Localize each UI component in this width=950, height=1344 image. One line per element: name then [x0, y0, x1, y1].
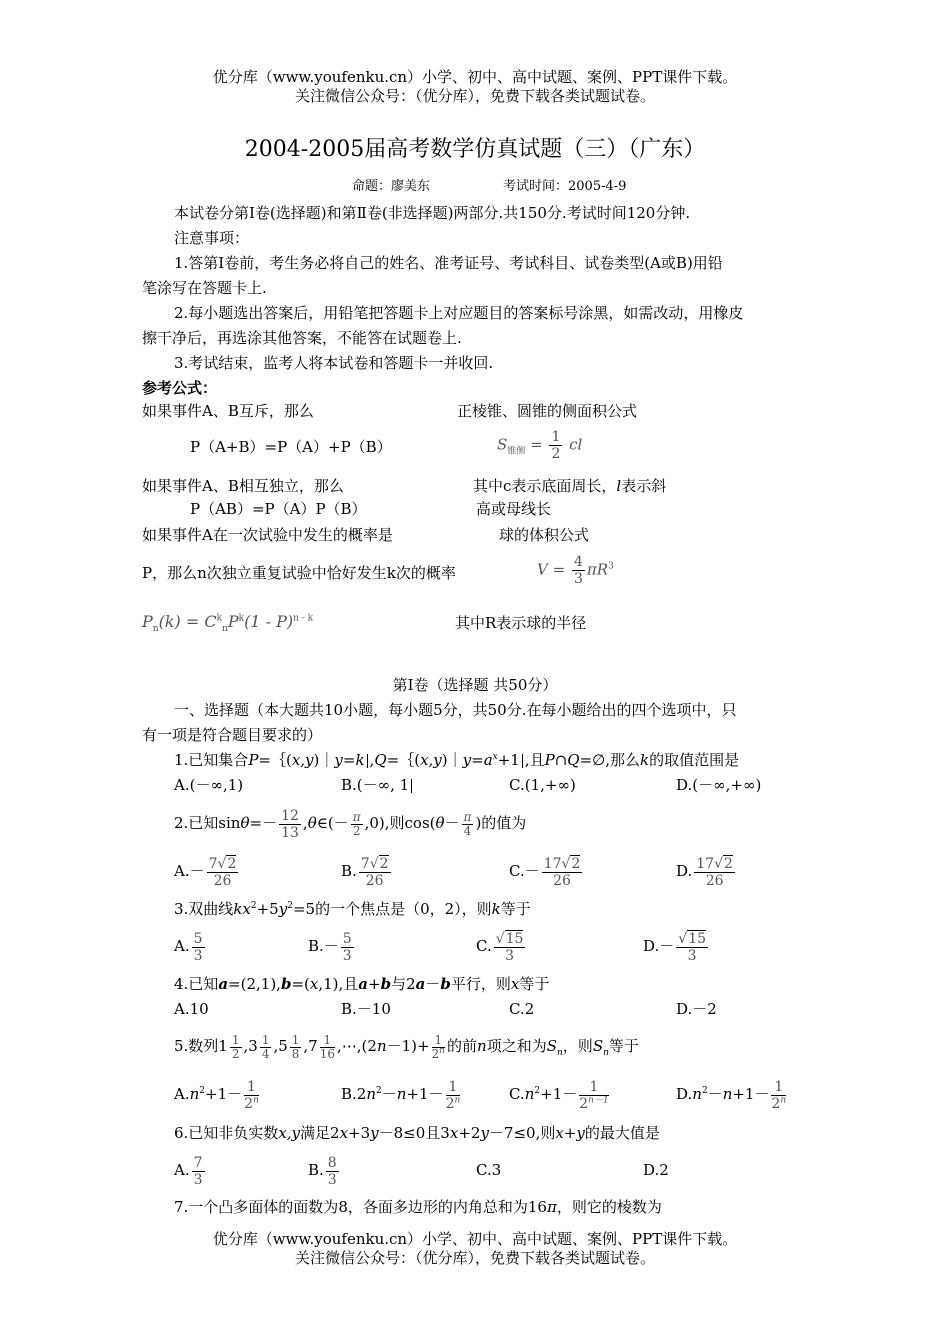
footer-line-2: 关注微信公众号：（优分库），免费下载各类试题试卷。: [294, 1249, 655, 1267]
t: B.－: [308, 937, 339, 955]
t: ∩: [554, 751, 568, 769]
t: 1: [579, 1079, 608, 1096]
formula-right-4: 高或母线长: [476, 500, 552, 518]
t: θ: [240, 814, 250, 832]
t: 7.一个凸多面体的面数为8，各面多边形的内角总和为16: [174, 1198, 547, 1216]
formula-eq: =: [530, 435, 543, 454]
t: 3.双曲线: [174, 900, 234, 918]
formula-cl: cl: [569, 435, 583, 454]
frac-den: 26: [553, 872, 571, 889]
q4-option-a: A.10: [174, 1000, 209, 1018]
t: 2: [701, 1086, 708, 1096]
formula-sphere-volume: [537, 554, 614, 587]
formula-left-3: 如果事件A、B相互独立，那么: [142, 477, 344, 495]
t: n: [692, 1085, 702, 1103]
t: 5.数列1: [174, 1037, 228, 1055]
t: －: [707, 1085, 723, 1103]
t: 1: [244, 1079, 259, 1096]
exam-time: 考试时间：2005-4-9: [503, 179, 627, 194]
q1-option-b: [341, 776, 414, 794]
t: =: [471, 751, 484, 769]
frac-num: 4: [573, 554, 583, 570]
formula-right-3-text: 其中c表示底面周长，: [473, 477, 617, 495]
q5-option-b: [341, 1076, 462, 1112]
frac-den: 2: [551, 446, 561, 462]
formula-right-3-l: l: [616, 477, 622, 495]
t: 15: [688, 930, 707, 947]
t: +3: [348, 1124, 371, 1142]
t: 2: [199, 1086, 206, 1096]
t: 满足2: [300, 1124, 340, 1142]
binomial-c-sub: n: [222, 624, 228, 635]
formula-s-sub: 锥侧: [507, 446, 526, 457]
frac-den: 3: [193, 947, 203, 964]
frac-den: 26: [213, 872, 232, 889]
t: A.: [174, 1161, 190, 1179]
q2-option-a: A.－ $\frac{7√2}{26}$: [174, 855, 237, 889]
closing-bracket: [367, 754, 368, 768]
t: x,y: [291, 751, 314, 769]
header-line-1: 优分库（www.youfenku.cn）小学、初中、高中试题、案例、PPT课件下载。: [212, 68, 738, 86]
t: 1: [291, 1032, 300, 1047]
t: －: [425, 975, 441, 993]
t: 1: [231, 1032, 240, 1047]
t: 17: [696, 855, 715, 872]
q6-option-b: [308, 1152, 341, 1188]
frac-den: 3: [342, 947, 352, 964]
formula-binomial: [142, 612, 314, 635]
t: =－: [249, 814, 278, 832]
q1-stem: [174, 751, 739, 769]
t: k: [640, 751, 650, 769]
t: a: [358, 975, 369, 993]
t: －: [444, 814, 460, 832]
t: 等于: [500, 900, 531, 918]
frac-num: 1: [551, 429, 561, 445]
t: C.－: [509, 862, 540, 880]
q3-option-d: D.－ $\frac{√15}{3}$: [643, 930, 707, 964]
q6-option-a: [174, 1152, 207, 1188]
formulas-heading: 参考公式：: [142, 379, 218, 397]
t: P: [544, 751, 555, 769]
footer-line-1: 优分库（www.youfenku.cn）小学、初中、高中试题、案例、PPT课件下载。: [212, 1230, 738, 1248]
notes-heading: 注意事项：: [174, 229, 250, 247]
q3-option-a: [174, 928, 207, 964]
q6-stem: [174, 1124, 660, 1142]
frac-num: π: [463, 809, 472, 824]
binomial-p-sub: n: [152, 624, 159, 635]
closing-bracket: [411, 779, 412, 793]
t: +1－: [406, 1085, 444, 1103]
formula-s: S: [497, 435, 508, 454]
t: 的前: [447, 1037, 478, 1055]
t: 2: [771, 1095, 781, 1112]
t: ,7: [303, 1037, 318, 1055]
t: 6.已知非负实数: [174, 1124, 279, 1142]
q6-option-c: C.3: [476, 1161, 502, 1179]
t: a: [483, 751, 493, 769]
t: 2: [231, 1046, 240, 1061]
q3-option-c: C. $\frac{√15}{3}$: [476, 930, 524, 964]
binomial-q: (1 - P): [244, 612, 294, 631]
t: 17: [543, 855, 562, 872]
t: n: [780, 1094, 787, 1105]
t: +1－: [540, 1085, 578, 1103]
t: －1)+: [386, 1037, 430, 1055]
t: A.: [174, 937, 190, 955]
t: ，则它的棱数为: [556, 1198, 662, 1216]
t: n: [366, 1085, 377, 1103]
t: 2: [379, 855, 389, 872]
formula-right-5: 球的体积公式: [499, 526, 590, 544]
t: 等于: [519, 975, 550, 993]
formula-left-4: P（AB）=P（A）P（B）: [190, 500, 367, 518]
q4-stem: [174, 975, 549, 993]
binomial-p: P: [142, 612, 153, 631]
formula-v-eq: =: [552, 560, 566, 579]
t: －: [381, 1085, 397, 1103]
t: x: [449, 1124, 459, 1142]
q1-option-c: C.(1,+∞): [509, 776, 576, 794]
frac-den: 3: [573, 571, 583, 587]
t: =｛(: [258, 751, 292, 769]
t: A.: [174, 1085, 190, 1103]
t: k: [355, 751, 365, 769]
binomial-c: (k) = C: [158, 612, 217, 631]
t: n: [722, 1085, 733, 1103]
q7-stem: [174, 1198, 662, 1216]
t: n: [396, 1085, 407, 1103]
frac-num: 7: [193, 1154, 203, 1171]
t: +2: [458, 1124, 481, 1142]
t: －8≤0且3: [378, 1124, 450, 1142]
t: ,: [302, 814, 308, 832]
frac-num: 5: [193, 930, 203, 947]
header-line-2: 关注微信公众号：（优分库），免费下载各类试题试卷。: [294, 87, 655, 105]
q2-option-c: C.－ $\frac{17√2}{26}$: [509, 855, 581, 889]
t: =(2,1),: [228, 975, 281, 993]
author: 命题：廖美东: [352, 179, 431, 194]
t: n: [603, 1048, 609, 1058]
t: P: [248, 751, 259, 769]
t: 2: [724, 855, 733, 872]
closing-bracket: [522, 754, 523, 768]
t: )的值为: [475, 814, 527, 832]
t: A.－: [174, 862, 205, 880]
t: =(: [291, 975, 310, 993]
t: －7≤0,则: [488, 1124, 556, 1142]
formula-right-7: 其中R表示球的半径: [455, 614, 587, 632]
q5-stem: [174, 1028, 639, 1064]
t: 2: [227, 855, 237, 872]
formula-right-3: [473, 477, 666, 495]
frac-den: 4: [463, 823, 472, 838]
part1-instr-a: 一、选择题（本大题共10小题，每小题5分，共50分.在每小题给出的四个选项中，只: [174, 701, 737, 719]
t: S: [592, 1037, 604, 1055]
t: 项之和为: [486, 1037, 547, 1055]
t: 1: [261, 1032, 270, 1047]
t: +5: [256, 900, 279, 918]
q3-stem: [174, 900, 531, 918]
t: B.(－∞, 1: [341, 776, 410, 794]
t: n－1: [588, 1094, 609, 1105]
part1-heading: 第Ⅰ卷（选择题 共50分）: [392, 676, 558, 694]
note-2b: 擦干净后，再选涂其他答案，不能答在试题卷上.: [142, 329, 462, 347]
t: x: [492, 752, 498, 762]
t: 2.已知sin: [174, 814, 241, 832]
t: x,y: [420, 751, 442, 769]
t: )｜: [441, 751, 463, 769]
intro: 本试卷分第Ⅰ卷(选择题)和第Ⅱ卷(非选择题)两部分.共150分.考试时间120分钟.: [174, 204, 691, 222]
frac-den: 3: [687, 947, 697, 964]
t: 15: [505, 930, 524, 947]
t: kx: [233, 900, 251, 918]
t: n: [477, 1037, 487, 1055]
note-3: 3.考试结束，监考人将本试卷和答题卡一并收回.: [174, 354, 494, 372]
frac-num: 5: [342, 930, 352, 947]
t: =5的一个焦点是（0，2），则: [292, 900, 492, 918]
formula-pir-sup: 3: [608, 561, 614, 572]
t: 2: [431, 1046, 440, 1061]
t: n: [189, 1085, 200, 1103]
t: ,0),则cos(: [364, 814, 436, 832]
t: 等于: [608, 1037, 639, 1055]
frac-den: 3: [193, 1171, 203, 1188]
q2-option-d: D. $\frac{17√2}{26}$: [676, 855, 733, 889]
q1-option-d: D.(－∞,+∞): [676, 776, 762, 794]
t: 2: [571, 855, 581, 872]
q2-option-b: B. $\frac{7√2}{26}$: [341, 855, 389, 889]
frac-num: 8: [327, 1154, 337, 1171]
t: ∈(－: [316, 814, 349, 832]
t: 16: [319, 1046, 335, 1061]
t: x: [510, 975, 520, 993]
t: ,⋯,(2: [337, 1037, 377, 1055]
t: ,5: [273, 1037, 288, 1055]
t: )｜: [313, 751, 335, 769]
binomial-pk: P: [227, 612, 239, 631]
t: b: [280, 975, 292, 993]
t: D.: [676, 862, 693, 880]
t: y: [480, 1124, 489, 1142]
t: 2: [250, 901, 257, 911]
q3-option-b: [308, 928, 356, 964]
t: +1: [497, 751, 520, 769]
t: 2: [579, 1095, 589, 1112]
q4-option-c: C.2: [509, 1000, 535, 1018]
t: n: [557, 1048, 563, 1058]
t: S: [546, 1037, 557, 1055]
t: 1: [320, 1034, 335, 1048]
t: k: [491, 900, 501, 918]
formula-v: V: [537, 560, 548, 579]
t: y: [462, 751, 472, 769]
t: 2: [376, 1086, 382, 1096]
note-1a: 1.答第Ⅰ卷前，考生务必将自己的姓名、准考证号、考试科目、试卷类型(A或B)用铅: [174, 254, 723, 272]
frac-den: 26: [705, 872, 724, 889]
t: B.: [341, 862, 357, 880]
t: +: [368, 975, 381, 993]
t: 4: [261, 1046, 270, 1061]
t: 2: [534, 1086, 541, 1096]
t: D.－: [643, 937, 675, 955]
formula-left-2: P（A+B）=P（A）+P（B）: [190, 438, 392, 456]
t: 与2: [391, 975, 416, 993]
t: y: [278, 900, 288, 918]
t: b: [380, 975, 392, 993]
part1-instr-b: 有一项是符合题目要求的）: [142, 726, 323, 744]
t: x,y: [278, 1124, 301, 1142]
frac-num: 12: [281, 807, 299, 824]
t: 1: [432, 1034, 445, 1048]
t: 8: [291, 1046, 300, 1061]
q6-option-d: D.2: [643, 1161, 669, 1179]
formula-left-1: 如果事件A、B互斥，那么: [142, 402, 314, 420]
formula-left-6: P，那么n次独立重复试验中恰好发生k次的概率: [142, 564, 456, 582]
t: x: [339, 1124, 349, 1142]
frac-den: 2: [352, 823, 361, 838]
t: 2: [287, 901, 293, 911]
t: 平行，则: [450, 975, 511, 993]
t: x: [309, 975, 319, 993]
t: +1－: [732, 1085, 770, 1103]
q4-option-d: D.－2: [676, 1000, 717, 1018]
t: B.: [308, 1161, 324, 1179]
formula-lateral-area: [497, 429, 582, 462]
formula-right-1: 正棱锥、圆锥的侧面积公式: [457, 402, 638, 420]
t: a: [218, 975, 229, 993]
t: n: [439, 1045, 446, 1056]
t: +1－: [205, 1085, 243, 1103]
t: 1: [771, 1079, 786, 1096]
frac-den: 26: [365, 872, 384, 889]
t: 2: [445, 1095, 455, 1112]
q5-option-c: [509, 1076, 611, 1112]
t: a: [415, 975, 426, 993]
t: 4.已知: [174, 975, 219, 993]
t: ，则: [562, 1037, 593, 1055]
frac-den: 3: [327, 1171, 337, 1188]
frac-den: 3: [505, 947, 515, 964]
t: ,1),且: [318, 975, 359, 993]
formula-left-5: 如果事件A在一次试验中发生的概率是: [142, 526, 393, 544]
t: Q: [567, 751, 580, 769]
t: =｛(: [386, 751, 421, 769]
t: b: [440, 975, 451, 993]
t: n: [376, 1037, 387, 1055]
t: θ: [307, 814, 317, 832]
t: C.: [509, 1085, 525, 1103]
t: C.: [476, 937, 492, 955]
t: 2: [244, 1095, 254, 1112]
t: 7: [360, 855, 370, 872]
t: 的取值范围是: [649, 751, 740, 769]
binomial-pk-sup: k: [238, 613, 245, 624]
t: 1.已知集合: [174, 751, 249, 769]
t: x+y: [555, 1124, 585, 1142]
t: D.: [676, 1085, 693, 1103]
frac-num: π: [352, 809, 361, 824]
binomial-c-sup: k: [216, 613, 223, 624]
formula-pir: πR: [586, 560, 609, 579]
t: =: [342, 751, 356, 769]
t: 1: [446, 1079, 461, 1096]
t: n: [524, 1085, 535, 1103]
t: =∅,那么: [579, 751, 641, 769]
q2-stem: [174, 805, 526, 841]
t: B.2: [341, 1085, 367, 1103]
frac-den: 13: [281, 824, 299, 841]
q5-option-a: [174, 1076, 261, 1112]
t: ,3: [243, 1037, 258, 1055]
t: ,且: [524, 751, 545, 769]
t: ,: [369, 751, 375, 769]
t: n: [253, 1094, 259, 1105]
t: θ: [435, 814, 445, 832]
note-1b: 笔涂写在答题卡上.: [142, 279, 267, 297]
q5-option-d: [676, 1076, 788, 1112]
t: 7: [208, 855, 218, 872]
binomial-q-sup: n - k: [293, 613, 314, 624]
t: 的最大值是: [584, 1124, 660, 1142]
note-2a: 2.每小题选出答案后，用铅笔把答题卡上对应题目的答案标号涂黑，如需改动，用橡皮: [174, 304, 744, 322]
q4-option-b: B.－10: [341, 1000, 391, 1018]
t: y: [334, 751, 343, 769]
q1-option-a: A.(－∞,1): [174, 776, 244, 794]
formula-right-3-tail: 表示斜: [621, 477, 667, 495]
t: π: [546, 1198, 557, 1216]
t: Q: [374, 751, 387, 769]
page-title: 2004-2005届高考数学仿真试题（三）（广东）: [244, 137, 706, 162]
t: y: [370, 1124, 379, 1142]
t: n: [454, 1094, 461, 1105]
